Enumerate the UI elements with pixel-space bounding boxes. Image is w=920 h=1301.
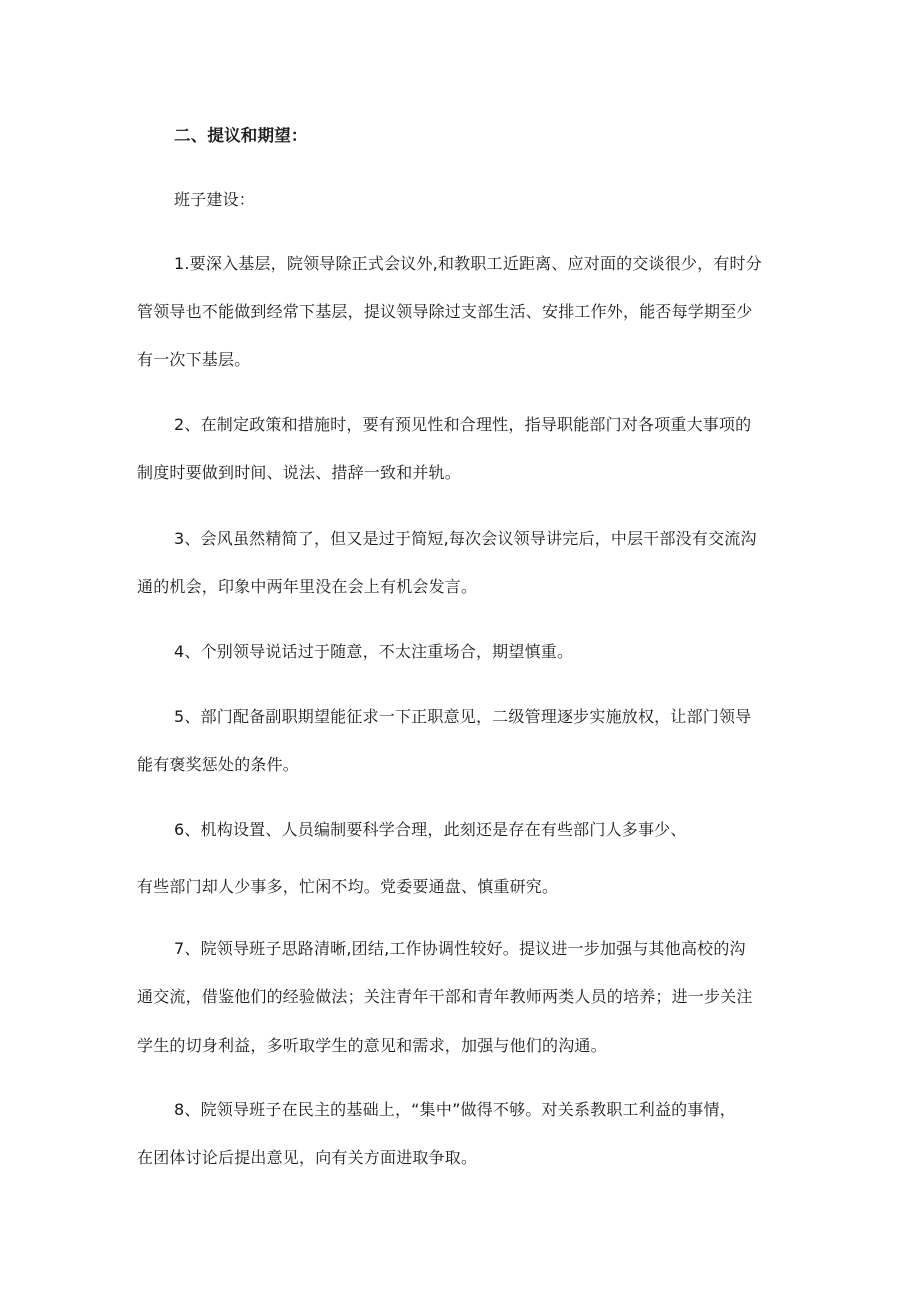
item-3-line-2: 通的机会，印象中两年里没在会上有机会发言。 (137, 577, 478, 596)
item-2-line-1: 2、在制定政策和措施时，要有预见性和合理性，指导职能部门对各项重大事项的 (174, 415, 752, 434)
item-3-line-1: 3、会风虽然精简了，但又是过于简短,每次会议领导讲完后，中层干部没有交流沟 (174, 529, 757, 548)
item-6-line-1: 6、机构设置、人员编制要科学合理，此刻还是存在有些部门人多事少、 (174, 820, 687, 839)
item-1-line-3: 有一次下基层。 (137, 350, 251, 369)
item-1-line-1: 1.要深入基层，院领导除正式会议外,和教职工近距离、应对面的交谈很少，有时分 (174, 254, 762, 273)
item-8-line-2: 在团体讨论后提出意见，向有关方面进取争取。 (137, 1148, 478, 1167)
item-6-line-2: 有些部门却人少事多，忙闲不均。党委要通盘、慎重研究。 (137, 877, 559, 896)
subtitle: 班子建设： (174, 190, 256, 209)
item-5-line-2: 能有褒奖惩处的条件。 (137, 755, 300, 774)
item-1-line-2: 管领导也不能做到经常下基层，提议领导除过支部生活、安排工作外，能否每学期至少 (137, 302, 753, 321)
item-7-line-1: 7、院领导班子思路清晰,团结,工作协调性较好。提议进一步加强与其他高校的沟 (174, 939, 746, 958)
item-5-line-1: 5、部门配备副职期望能征求一下正职意见，二级管理逐步实施放权，让部门领导 (174, 707, 752, 726)
item-4-line-1: 4、个别领导说话过于随意，不太注重场合，期望慎重。 (174, 642, 574, 661)
item-8-line-1: 8、院领导班子在民主的基础上，“集中”做得不够。对关系教职工利益的事情， (174, 1100, 736, 1119)
item-2-line-2: 制度时要做到时间、说法、措辞一致和并轨。 (137, 463, 462, 482)
section-title: 二、提议和期望： (174, 126, 308, 145)
item-7-line-2: 通交流，借鉴他们的经验做法；关注青年干部和青年教师两类人员的培养；进一步关注 (137, 987, 753, 1006)
item-7-line-3: 学生的切身利益，多听取学生的意见和需求，加强与他们的沟通。 (137, 1036, 607, 1055)
